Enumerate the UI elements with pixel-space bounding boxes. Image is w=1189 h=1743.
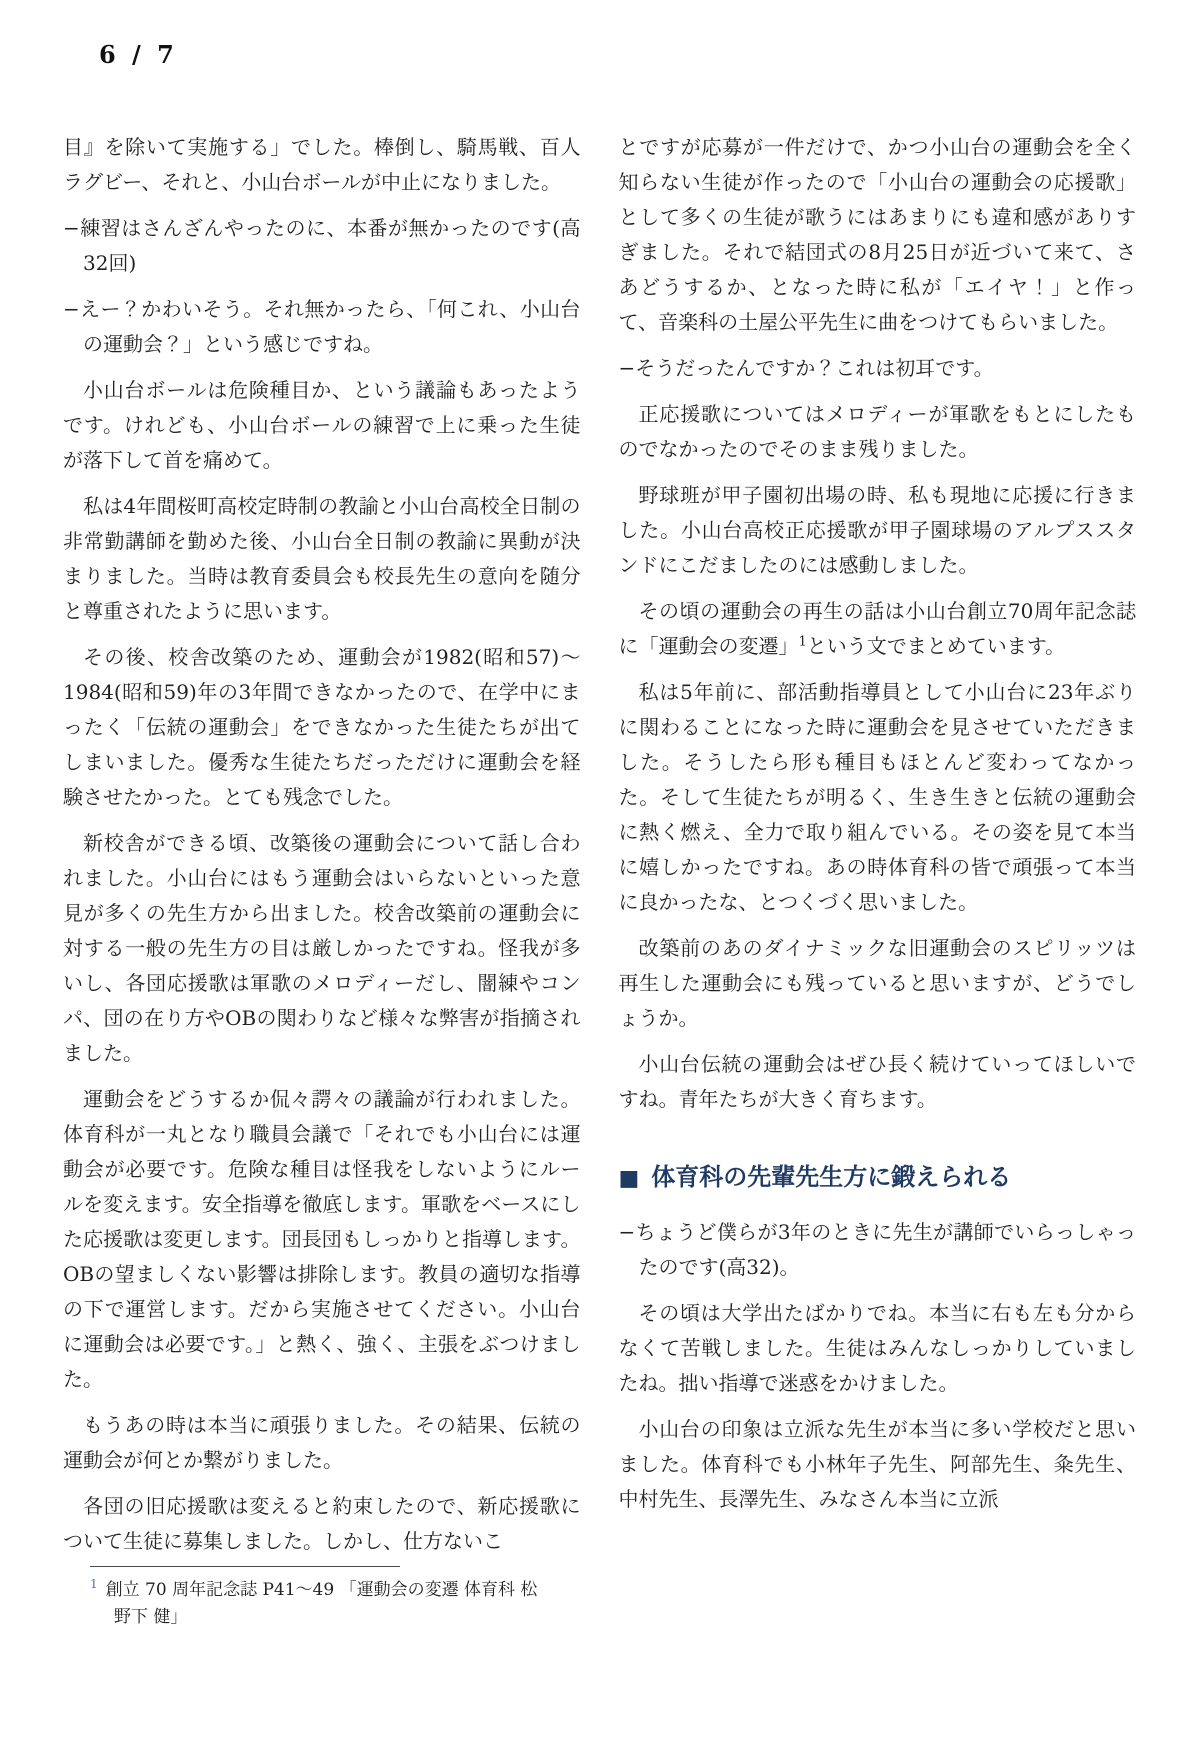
paragraph: もうあの時は本当に頑張りました。その結果、伝統の運動会が何とか繋がりました。 [63,1413,581,1472]
paragraph: 小山台の印象は立派な先生が本当に多い学校だと思いました。体育科でも小林年子先生、阿部先生、粂先生、中村先生、長澤先生、みなさん本当に立派 [618,1417,1136,1511]
continued-paragraph: 目』を除いて実施する」でした。棒倒し、騎馬戦、百人ラグビー、それと、小山台ボールが中止になりました。 [63,135,581,194]
paragraph-with-footnote-ref [619,594,1137,664]
paragraph: 改築前のあのダイナミックな旧運動会のスピリッツは再生した運動会にも残っていると思いますが、どうでしょうか。 [618,936,1136,1030]
interview-question: −練習はさんざんやったのに、本番が無かったのです(高32回) [63,216,581,275]
paragraph: 正応援歌についてはメロディーが軍歌をもとにしたものでなかったのでそのまま残りました。 [618,402,1136,461]
right-column [619,130,1137,1570]
paragraph: 小山台伝統の運動会はぜひ長く続けていってほしいですね。青年たちが大きく育ちます。 [618,1052,1136,1111]
footnote [90,1566,540,1631]
paragraph: 私は5年前に、部活動指導員として小山台に23年ぶりに関わることになった時に運動会を見させていただきました。そうしたら形も種目もほとんど変わってなかった。そして生徒たちが明るく、生き生きと伝統の運動会に熱く燃え、全力で取り組んでいる。その姿を見て本当に嬉しかったですね。あの時体育科の皆で頑張って本当に良かったな、とつくづく思いました。 [618,680,1136,914]
paragraph: 私は4年間桜町高校定時制の教諭と小山台高校全日制の非常勤講師を勤めた後、小山台全日制の教諭に異動が決まりました。当時は教育委員会も校長先生の意向を随分と尊重されたように思います。 [63,494,581,623]
interview-question: −そうだったんですか？これは初耳です。 [618,356,994,380]
section-marker-icon: ■ [618,1166,640,1191]
paragraph: 各団の旧応援歌は変えると約束したので、新応援歌について生徒に募集しました。しかし、仕方ないこ [63,1494,581,1553]
footnote-text: 創立 70 周年記念誌 P41～49 「運動会の変遷 体育科 松野下 健」 [105,1580,538,1627]
section-heading-text: 体育科の先輩先生方に鍛えられる [651,1163,1012,1191]
interview-question: −ちょうど僕らが3年のときに先生が講師でいらっしゃったのです(高32)。 [618,1220,1136,1279]
section-heading [619,1161,1137,1195]
paragraph: 小山台ボールは危険種目か、という議論もあったようです。けれども、小山台ボールの練習で上に乗った生徒が落下して首を痛めて。 [63,378,581,472]
left-column [63,130,581,1570]
paragraph-text: その頃の運動会の再生の話は小山台創立70周年記念誌に「運動会の変遷」 [618,599,1136,658]
paragraph-text: という文でまとめています。 [806,634,1066,658]
continued-paragraph: とですが応募が一件だけで、かつ小山台の運動会を全く知らない生徒が作ったので「小山台の運動会の応援歌」として多くの生徒が歌うにはあまりにも違和感がありすぎました。それで結団式の8月25日が近づいて来て、さあどうするか、となった時に私が「エイヤ！」と作って、音楽科の土屋公平先生に曲をつけてもらいました。 [618,135,1136,334]
two-column-text [63,130,1136,1570]
paragraph: その後、校舎改築のため、運動会が1982(昭和57)～1984(昭和59)年の3年間できなかったので、在学中にまったく「伝統の運動会」をできなかった生徒たちが出てしまいました。優秀な生徒たちだっただけに運動会を経験させたかった。とても残念でした。 [63,645,581,809]
paragraph: その頃は大学出たばかりでね。本当に右も左も分からなくて苦戦しました。生徒はみんなしっかりしていましたね。拙い指導で迷惑をかけました。 [618,1301,1136,1395]
interview-question: −えー？かわいそう。それ無かったら、「何これ、小山台の運動会？」という感じですね。 [63,297,581,356]
footnote-divider [90,1566,400,1567]
paragraph: 野球班が甲子園初出場の時、私も現地に応援に行きました。小山台高校正応援歌が甲子園球場のアルプススタンドにこだましたのには感動しました。 [618,483,1136,577]
footnote-body [90,1577,540,1631]
page-number: 6 / 7 [99,40,178,69]
paragraph: 新校舎ができる頃、改築後の運動会について話し合われました。小山台にはもう運動会はいらないといった意見が多くの先生方から出ました。校舎改築前の運動会に対する一般の先生方の目は厳しかったですね。怪我が多いし、各団応援歌は軍歌のメロディーだし、闇練やコンパ、団の在り方やOBの関わりなど様々な弊害が指摘されました。 [63,831,581,1065]
footnote-marker: 1 [90,1577,98,1592]
paragraph: 運動会をどうするか侃々諤々の議論が行われました。体育科が一丸となり職員会議で「それでも小山台には運動会が必要です。危険な種目は怪我をしないようにルールを変えます。安全指導を徹底します。軍歌をベースにした応援歌は変更します。団長団もしっかりと指導します。OBの望ましくない影響は排除します。教員の適切な指導の下で運営します。だから実施させてください。小山台に運動会は必要です。」と熱く、強く、主張をぶつけました。 [63,1087,581,1391]
footnote-reference: 1 [798,634,807,650]
